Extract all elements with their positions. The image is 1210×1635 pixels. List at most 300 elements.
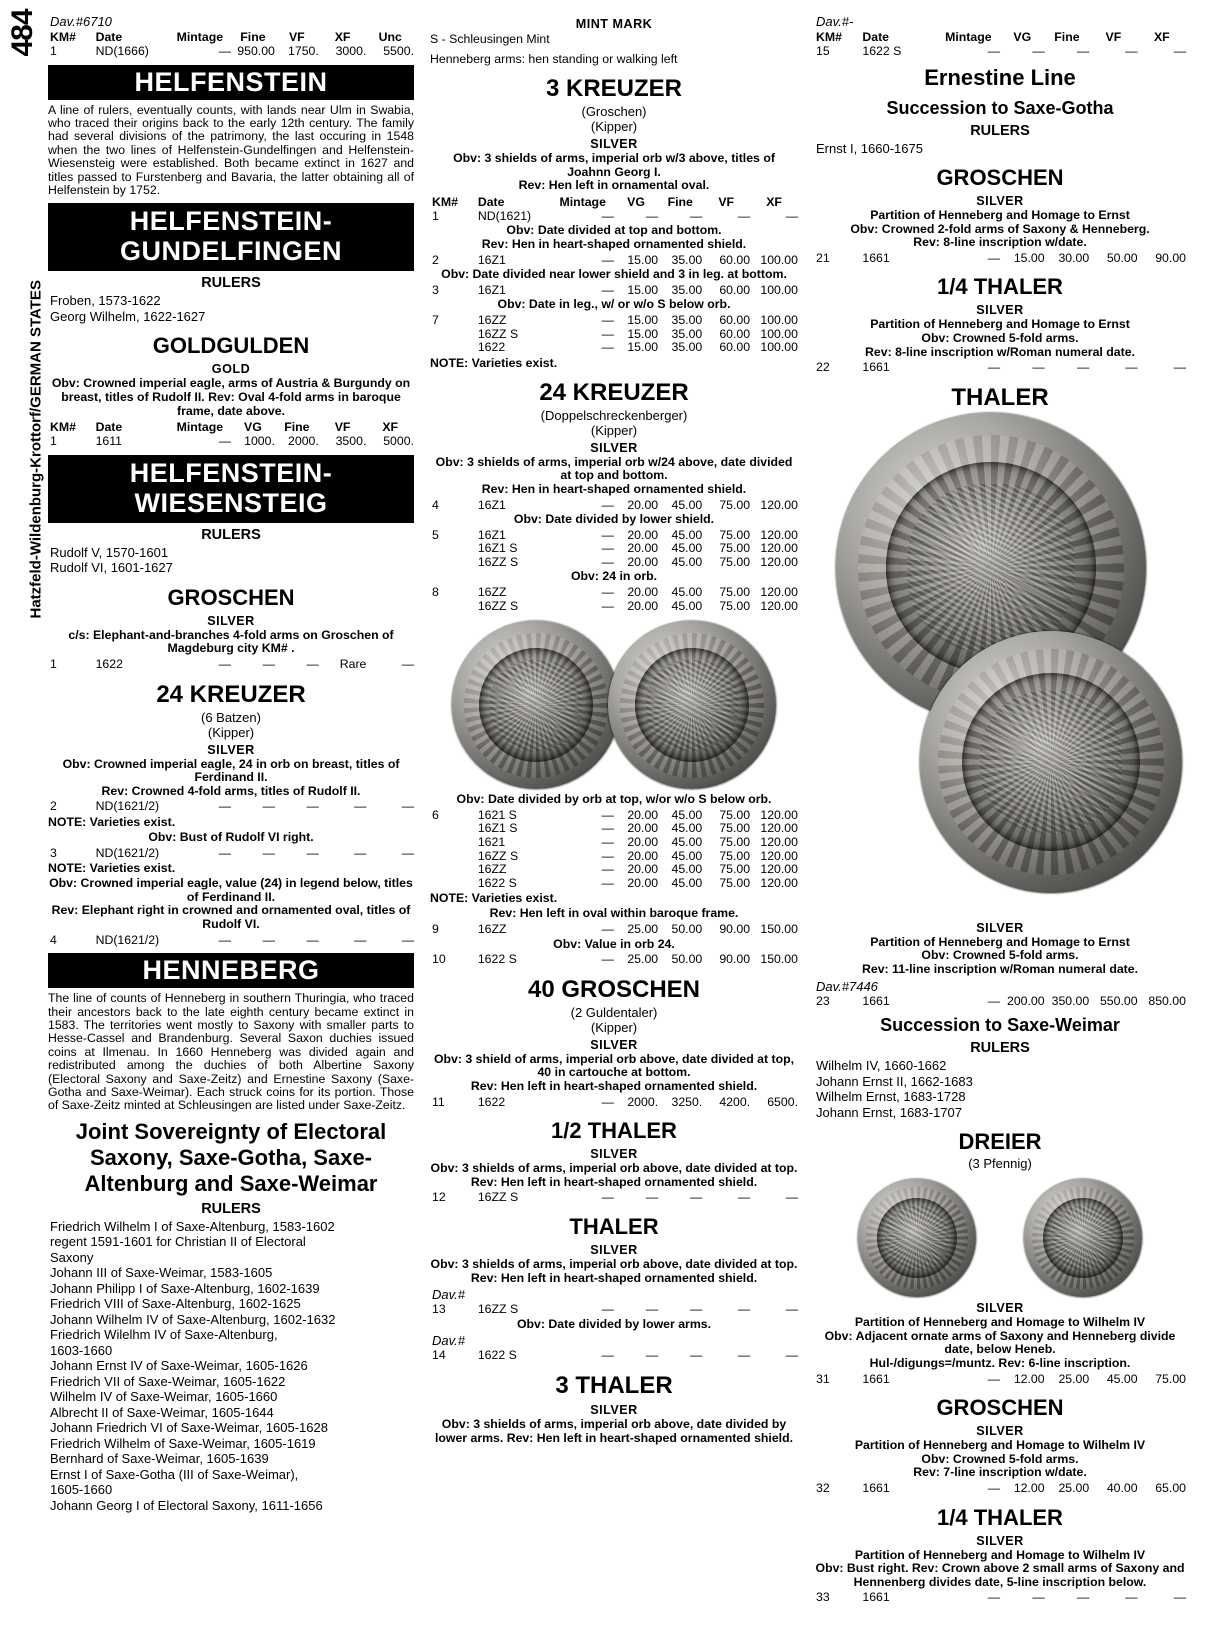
price-table-goldgulden <box>48 420 414 449</box>
kreuzer3-description-2: Obv: Date divided at top and bottom. Rev: Hen in heart-shaped ornamented shield. <box>481 223 747 251</box>
table-cell: 16ZZ <box>477 862 507 877</box>
table-body <box>430 1096 798 1110</box>
ruler-entry: Friedrich VIII of Saxe-Altenburg, 1602-1625 <box>50 1296 301 1312</box>
table-cell: — <box>306 799 319 814</box>
table-cell: — <box>1032 1590 1045 1605</box>
table-body <box>48 658 414 672</box>
table-cell: 16ZZ <box>477 585 507 600</box>
table-cell: 33 <box>816 1590 830 1605</box>
ruler-entry: Friedrich Wilelhm IV of Saxe-Altenburg, <box>50 1327 278 1343</box>
table-cell: — <box>601 585 614 600</box>
table-row <box>430 341 798 355</box>
table-cell: — <box>645 1190 659 1205</box>
rulers-label-1: RULERS <box>201 275 261 292</box>
ruler-entry: Friedrich VII of Saxe-Weimar, 1605-1622 <box>50 1373 286 1389</box>
heading-quarter-thaler: 1/4 THALER <box>937 274 1063 300</box>
table-cell: 16ZZ S <box>477 598 519 613</box>
table-cell <box>430 836 478 850</box>
thaler-reverse-image <box>920 631 1182 893</box>
table-cell: — <box>601 848 614 863</box>
table-body <box>430 1349 798 1363</box>
table-cell: 20.00 <box>627 585 659 600</box>
table-cell: 3000. <box>335 44 367 58</box>
heading-half-thaler: 1/2 THALER <box>551 1118 677 1144</box>
col-header-date: Date <box>477 194 505 209</box>
subtitle-doppelschreckenberger: (Doppelschreckenberger) <box>540 407 688 423</box>
table-row <box>430 314 798 328</box>
table-cell: 16ZZ S <box>477 554 519 569</box>
col-header-vg: VG <box>627 194 645 209</box>
table-cell: 75.00 <box>719 541 751 556</box>
coin-image-pair-kreuzer <box>430 621 798 789</box>
table-cell: 45.00 <box>671 598 703 613</box>
table-cell: 21 <box>816 250 830 265</box>
table-cell: 16Z1 S <box>477 541 518 556</box>
dav-reference: Dav.#6710 <box>50 14 112 29</box>
table-cell: — <box>737 1348 751 1363</box>
table-body <box>48 800 414 814</box>
table-cell: — <box>737 1302 751 1317</box>
subtitle-kipper-3: (Kipper) <box>590 422 638 438</box>
henneberg-description: The line of counts of Henneberg in southern Thuringia, who traced their ancestors back to the late eighth century became extinct in 1583. The territories went mostly to Saxony with smaller parts to Hesse-Cassel and Brandenburg. Several Saxon duchies issued coins at Ilmenau. In 1660 Henneberg was divided again and redistributed among the duchies of both Albertine Saxony (Electoral Saxony and Saxe-Zeitz) and Ernestine Saxony (Saxe-Gotha and Saxe-Weimar). Each struck coins for its portion. Those of Saxe-Zeitz minted at Schleusingen are listed under Saxe-Zeitz. <box>48 991 414 1113</box>
table-cell: 40.00 <box>1106 1480 1138 1495</box>
kreuzer24b-description-2: Obv: Date divided by lower shield. <box>513 512 715 527</box>
table-cell: 5 <box>432 527 439 542</box>
ruler-entry: Johann Georg I of Electoral Saxony, 1611-1656 <box>50 1497 323 1513</box>
col-header-mintage: Mintage <box>945 30 992 44</box>
table-cell: — <box>601 1094 614 1109</box>
table-cell: Rare <box>339 657 367 671</box>
table-cell: 16ZZ <box>477 922 507 936</box>
table-body <box>814 361 1186 375</box>
table-cell <box>430 341 478 355</box>
table-body <box>430 923 798 937</box>
table-cell: — <box>987 44 1000 58</box>
table-cell: — <box>1125 1590 1138 1605</box>
table-cell: — <box>645 208 659 223</box>
table-cell: — <box>689 1190 703 1205</box>
table-row <box>430 1096 798 1110</box>
table-row <box>430 1303 798 1317</box>
heading-thaler-3: THALER <box>951 383 1049 411</box>
table-cell: — <box>1173 1590 1186 1605</box>
column-1 <box>48 14 414 1605</box>
ruler-entry: Johann Ernst, 1683-1707 <box>816 1104 962 1120</box>
thaler-description-2: Obv: Date divided by lower arms. <box>516 1316 712 1331</box>
dreier-coin-images <box>814 1179 1186 1297</box>
table-row <box>430 556 798 570</box>
table-cell: — <box>987 1590 1000 1605</box>
groschen3-description: Partition of Henneberg and Homage to Ernst Obv: Crowned 2-fold arms of Saxony & Henneberg. Rev: 8-line inscription w/date. <box>850 208 1150 250</box>
table-cell: — <box>1032 44 1045 58</box>
table-cell: 3250. <box>671 1094 703 1109</box>
table-cell: 75.00 <box>719 807 751 822</box>
table-cell: 15.00 <box>1013 250 1045 265</box>
table-cell: — <box>601 208 614 223</box>
mint-mark-line: S - Schleusingen Mint <box>430 32 550 46</box>
col-header-xf: XF <box>766 194 782 209</box>
table-row <box>48 847 414 861</box>
dav-reference-thaler: Dav.# <box>432 1287 465 1303</box>
table-cell: 20.00 <box>627 835 659 850</box>
table-cell: 90.00 <box>1155 250 1186 265</box>
table-cell: — <box>689 1348 703 1363</box>
table-cell: 7 <box>432 312 439 327</box>
table-cell: 35.00 <box>671 252 703 267</box>
table-row <box>814 1373 1186 1387</box>
kreuzer3-description-3: Obv: Date divided near lower shield and 3 in leg. at bottom. <box>441 267 787 282</box>
heading-dreier: DREIER <box>958 1129 1042 1155</box>
metal-silver-6: SILVER <box>590 1147 638 1162</box>
table-body <box>430 1303 798 1317</box>
price-table-kreuzer3-c <box>430 284 798 298</box>
table-cell: 30.00 <box>1058 250 1090 265</box>
table-cell: — <box>1076 360 1090 375</box>
heading-24-kreuzer: 24 KREUZER <box>156 680 306 708</box>
table-cell: 75.00 <box>1155 1371 1186 1386</box>
kreuzer24-description-2: Obv: Bust of Rudolf VI right. <box>148 829 314 844</box>
helfenstein-description: A line of rulers, eventually counts, with lands near Ulm in Swabia, who traced their origins back to the early 12th century. The family had several divisions of the patrimony, the last occuring in 1548 when the two lines of Helfenstein-Gundelfingen and Helfenstein-Wiesensteig were established. Both became extinct in 1627 and titles passed to Furstenberg and Bavaria, the latter obtaining all of Helfenstein by 1752. <box>48 102 414 198</box>
table-cell: 350.00 <box>1051 993 1090 1008</box>
table-cell: 15.00 <box>627 340 659 355</box>
table-row <box>814 252 1186 266</box>
table-cell: ND(1621/2) <box>95 845 160 860</box>
table-row <box>430 836 798 850</box>
table-cell: — <box>218 932 231 947</box>
table-row <box>430 254 798 268</box>
mint-mark-heading: MINT MARK <box>575 17 653 31</box>
table-cell: — <box>1125 44 1138 58</box>
table-cell: 45.00 <box>671 554 703 569</box>
table-cell <box>430 556 478 570</box>
heading-groschen-weimar: GROSCHEN <box>936 1395 1064 1421</box>
dav-reference-thaler-2: Dav.# <box>432 1333 465 1349</box>
gundelfingen-rulers <box>50 293 414 324</box>
table-cell: 20.00 <box>627 497 659 512</box>
table-cell: — <box>601 554 614 569</box>
table-cell: 4 <box>50 932 57 947</box>
table-cell: 45.00 <box>671 585 703 600</box>
heading-goldgulden: GOLDGULDEN <box>152 333 310 359</box>
table-cell: 2 <box>50 799 57 814</box>
banner-helfenstein: HELFENSTEIN <box>48 65 414 100</box>
table-cell: 1661 <box>862 1480 890 1495</box>
col-header-mintage: Mintage <box>176 420 224 435</box>
table-cell: 9 <box>432 922 439 936</box>
table-cell: 16ZZ S <box>477 1302 519 1317</box>
table-row <box>430 809 798 823</box>
groschen-description: c/s: Elephant-and-branches 4-fold arms on Groschen of Magdeburg city KM# . <box>68 627 394 656</box>
column-2 <box>430 14 798 1605</box>
table-body <box>430 284 798 298</box>
table-cell: 45.00 <box>671 835 703 850</box>
col-header-fine: Fine <box>284 420 310 435</box>
halfthaler-description: Obv: 3 shields of arms, imperial orb above, date divided at top. Rev: Hen left in heart-shaped ornamented shield. <box>430 1161 798 1189</box>
table-cell: 16Z1 <box>477 252 506 267</box>
ruler-entry: Bernhard of Saxe-Weimar, 1605-1639 <box>50 1451 269 1467</box>
table-cell: — <box>987 993 1000 1008</box>
price-table-k24-a <box>430 499 798 513</box>
table-cell: 120.00 <box>760 862 798 877</box>
table-cell: — <box>601 326 614 341</box>
banner-henneberg: HENNEBERG <box>48 953 414 988</box>
dreier-obverse-image <box>858 1179 976 1297</box>
ruler-entry: Rudolf V, 1570-1601 <box>50 544 169 560</box>
table-cell: ND(1666) <box>95 44 149 58</box>
table-body <box>430 586 798 613</box>
table-body <box>48 847 414 861</box>
table-cell: 2000. <box>288 434 319 449</box>
metal-silver-7: SILVER <box>590 1242 638 1257</box>
col-header-km: KM# <box>816 30 842 44</box>
table-cell: 200.00 <box>1006 993 1045 1008</box>
ruler-entry: Friedrich Wilhelm of Saxe-Weimar, 1605-1619 <box>50 1435 316 1451</box>
table-cell: — <box>401 845 414 860</box>
table-cell: — <box>737 208 751 223</box>
ruler-entry: Wilhelm Ernst, 1683-1728 <box>816 1089 966 1105</box>
table-cell <box>430 850 478 864</box>
table-cell: 35.00 <box>671 326 703 341</box>
table-row <box>814 1482 1186 1496</box>
arms-line: Henneberg arms: hen standing or walking left <box>430 52 678 66</box>
table-cell: 120.00 <box>760 848 798 863</box>
ernst-ruler <box>816 141 1186 157</box>
table-cell: — <box>987 1371 1000 1386</box>
table-cell: — <box>262 799 275 814</box>
table-cell: 35.00 <box>671 282 703 297</box>
succession-saxe-gotha-title: Succession to Saxe-Gotha <box>886 97 1114 118</box>
table-cell: 75.00 <box>719 848 751 863</box>
subtitle-kipper-2: (Kipper) <box>590 119 638 134</box>
thaler-coin-images <box>814 413 1186 918</box>
thaler3-description: Obv: 3 shields of arms, imperial orb above, date divided by lower arms. Rev: Hen left in heart-shaped ornamented shield. <box>434 1416 794 1445</box>
table-cell: — <box>601 497 614 512</box>
table-cell: 45.00 <box>671 821 703 836</box>
subtitle-2-guldentaler: (2 Guldentaler) <box>570 1004 658 1020</box>
ruler-entry: Johann III of Saxe-Weimar, 1583-1605 <box>50 1265 273 1281</box>
heading-groschen: GROSCHEN <box>167 584 295 610</box>
table-cell: — <box>987 360 1000 375</box>
table-cell: 550.00 <box>1099 993 1138 1008</box>
table-body <box>430 529 798 570</box>
kreuzer24b-description: Obv: 3 shields of arms, imperial orb w/24 above, date divided at top and bottom. Rev: Hen in heart-shaped ornamented shield. <box>435 454 793 496</box>
table-cell: — <box>785 1348 798 1363</box>
table-cell: — <box>1076 44 1090 58</box>
col-header-mintage: Mintage <box>176 30 224 44</box>
table-cell: 1 <box>50 657 57 671</box>
price-table-groschen-3 <box>814 252 1186 266</box>
table-cell: 120.00 <box>760 598 798 613</box>
ruler-entry: Johann Friedrich VI of Saxe-Weimar, 1605-1628 <box>50 1420 328 1436</box>
table-cell: 5000. <box>383 434 414 449</box>
metal-silver-8: SILVER <box>590 1402 638 1417</box>
price-table-groschen40 <box>430 1096 798 1110</box>
table-cell: 15.00 <box>627 282 659 297</box>
col-header-km: KM# <box>432 194 458 209</box>
ruler-entry: Rudolf VI, 1601-1627 <box>50 560 173 576</box>
rulers-label-3: RULERS <box>201 1200 261 1217</box>
table-cell: 16ZZ S <box>477 848 519 863</box>
col-header-vg: VG <box>244 420 262 435</box>
table-cell: 16Z1 <box>477 497 506 512</box>
table-cell: — <box>601 1190 614 1205</box>
table-row <box>430 1191 798 1205</box>
table-cell: 15 <box>816 44 830 58</box>
table-cell: 1661 <box>862 360 890 375</box>
price-table-thaler <box>430 1303 798 1317</box>
table-cell: 16Z1 <box>477 282 506 297</box>
table-cell: 850.00 <box>1148 993 1186 1008</box>
kreuzer3-description: Obv: 3 shields of arms, imperial orb w/3 above, titles of Joahnn Georg I. Rev: Hen left in ornamental oval. <box>453 151 775 193</box>
table-cell: — <box>306 845 319 860</box>
table-row <box>430 923 798 937</box>
col-header-date: Date <box>95 30 123 44</box>
table-cell: 10 <box>432 952 446 967</box>
table-row <box>430 542 798 556</box>
table-cell: 150.00 <box>760 922 798 936</box>
table-cell: 20.00 <box>627 527 659 542</box>
ruler-entry: Johann Ernst IV of Saxe-Weimar, 1605-1626 <box>50 1358 308 1374</box>
price-table-kreuzer24-a <box>48 800 414 814</box>
table-cell: 15.00 <box>627 312 659 327</box>
subtitle-groschen: (Groschen) <box>581 104 647 119</box>
price-table-kreuzer3-d <box>430 314 798 355</box>
table-cell: 31 <box>816 1371 830 1386</box>
table-cell: — <box>262 932 275 947</box>
heading-3-thaler: 3 THALER <box>555 1371 673 1399</box>
table-cell: 14 <box>432 1348 446 1363</box>
table-cell: 75.00 <box>719 554 751 569</box>
table-cell: — <box>262 845 275 860</box>
col-header-date: Date <box>862 30 890 44</box>
table-cell: — <box>1076 1590 1090 1605</box>
thaler-description: Obv: 3 shields of arms, imperial orb above, date divided at top. Rev: Hen left in heart-shaped ornamented shield. <box>430 1256 798 1285</box>
table-cell: 1 <box>50 434 57 449</box>
metal-silver-11: SILVER <box>976 920 1024 935</box>
metal-silver-14: SILVER <box>976 1533 1024 1548</box>
subtitle-kipper-4: (Kipper) <box>590 1019 638 1035</box>
col-header-vf: VF <box>718 194 735 209</box>
table-cell: 75.00 <box>719 585 751 600</box>
table-row <box>48 45 414 59</box>
table-cell: — <box>1125 360 1138 375</box>
table-cell: 12 <box>432 1190 446 1205</box>
metal-gold: GOLD <box>211 362 251 377</box>
metal-silver-3: SILVER <box>590 137 638 151</box>
ruler-entry: Wilhelm IV, 1660-1662 <box>816 1058 947 1074</box>
table-cell: — <box>218 434 231 449</box>
table-cell: — <box>601 875 614 890</box>
dav-reference-top-3: Dav.#- <box>816 14 854 29</box>
table-cell: 25.00 <box>627 922 659 936</box>
table-body <box>430 254 798 268</box>
table-cell: — <box>601 1302 614 1317</box>
table-cell: 45.00 <box>671 862 703 877</box>
table-cell: — <box>401 657 414 671</box>
table-cell: — <box>601 527 614 542</box>
col-header-vf: VF <box>334 420 351 435</box>
table-cell: 120.00 <box>760 875 798 890</box>
table-cell: 90.00 <box>719 922 751 936</box>
table-cell: 35.00 <box>671 312 703 327</box>
table-cell: 45.00 <box>1106 1371 1138 1386</box>
metal-silver-1: SILVER <box>207 613 255 628</box>
col-header-unc: Unc <box>378 30 402 44</box>
metal-silver-9: SILVER <box>976 194 1024 209</box>
col-header-date: Date <box>95 420 123 435</box>
table-cell: — <box>601 252 614 267</box>
table-cell: — <box>645 1348 659 1363</box>
rulers-label-2: RULERS <box>201 526 261 543</box>
table-row <box>814 1591 1186 1605</box>
table-cell: 60.00 <box>719 326 751 341</box>
table-cell: 50.00 <box>671 952 703 967</box>
table-body <box>48 934 414 948</box>
table-row <box>48 435 414 449</box>
table-cell: 1611 <box>95 434 123 449</box>
metal-silver-2: SILVER <box>207 742 255 757</box>
ruler-entry: regent 1591-1601 for Christian II of Electoral <box>50 1234 306 1250</box>
table-cell: 20.00 <box>627 848 659 863</box>
kreuzer3-description-4: Obv: Date in leg., w/ or w/o S below orb. <box>497 297 731 312</box>
table-cell: 4200. <box>719 1094 751 1109</box>
table-cell: 45.00 <box>671 497 703 512</box>
col-header-mintage: Mintage <box>559 194 606 209</box>
table-body <box>814 1591 1186 1605</box>
table-cell: 16ZZ <box>477 312 507 327</box>
table-cell: 16Z1 S <box>477 821 518 836</box>
table-row <box>814 995 1186 1009</box>
metal-silver-13: SILVER <box>976 1424 1024 1439</box>
note-varieties-1: NOTE: Varieties exist. <box>48 814 176 829</box>
table-row <box>430 284 798 298</box>
table-cell: 75.00 <box>719 527 751 542</box>
table-cell: 16ZZ S <box>477 1190 519 1205</box>
table-row <box>430 953 798 967</box>
table-cell: 3 <box>432 282 439 297</box>
table-cell: — <box>601 282 614 297</box>
table-cell: — <box>601 312 614 327</box>
table-cell: 50.00 <box>1106 250 1138 265</box>
table-row <box>430 877 798 891</box>
table-cell: 60.00 <box>719 312 751 327</box>
price-table-k24-b <box>430 529 798 570</box>
table-cell: 1621 <box>477 835 506 850</box>
table-cell: 15.00 <box>627 326 659 341</box>
table-cell: 90.00 <box>719 952 751 967</box>
table-cell: 2000. <box>627 1094 659 1109</box>
ruler-entry: Froben, 1573-1622 <box>50 293 161 309</box>
coin-reverse-image <box>608 621 776 789</box>
table-row <box>430 863 798 877</box>
table-cell: — <box>218 657 231 671</box>
table-cell: 1621 S <box>477 807 517 822</box>
table-cell: 15.00 <box>627 252 659 267</box>
table-cell: 3500. <box>335 434 367 449</box>
ruler-entry: 1605-1660 <box>50 1482 113 1498</box>
col-header-xf: XF <box>1153 30 1170 44</box>
table-cell: 1 <box>50 44 57 58</box>
col-header-xf: XF <box>382 420 399 435</box>
table-body <box>814 1373 1186 1387</box>
table-cell: — <box>601 340 614 355</box>
table-cell: 32 <box>816 1480 830 1495</box>
page-spine <box>4 9 45 770</box>
price-table-top <box>48 30 414 59</box>
price-table-kreuzer24-b <box>48 847 414 861</box>
table-cell: — <box>1173 360 1186 375</box>
col-header-fine: Fine <box>240 30 266 44</box>
